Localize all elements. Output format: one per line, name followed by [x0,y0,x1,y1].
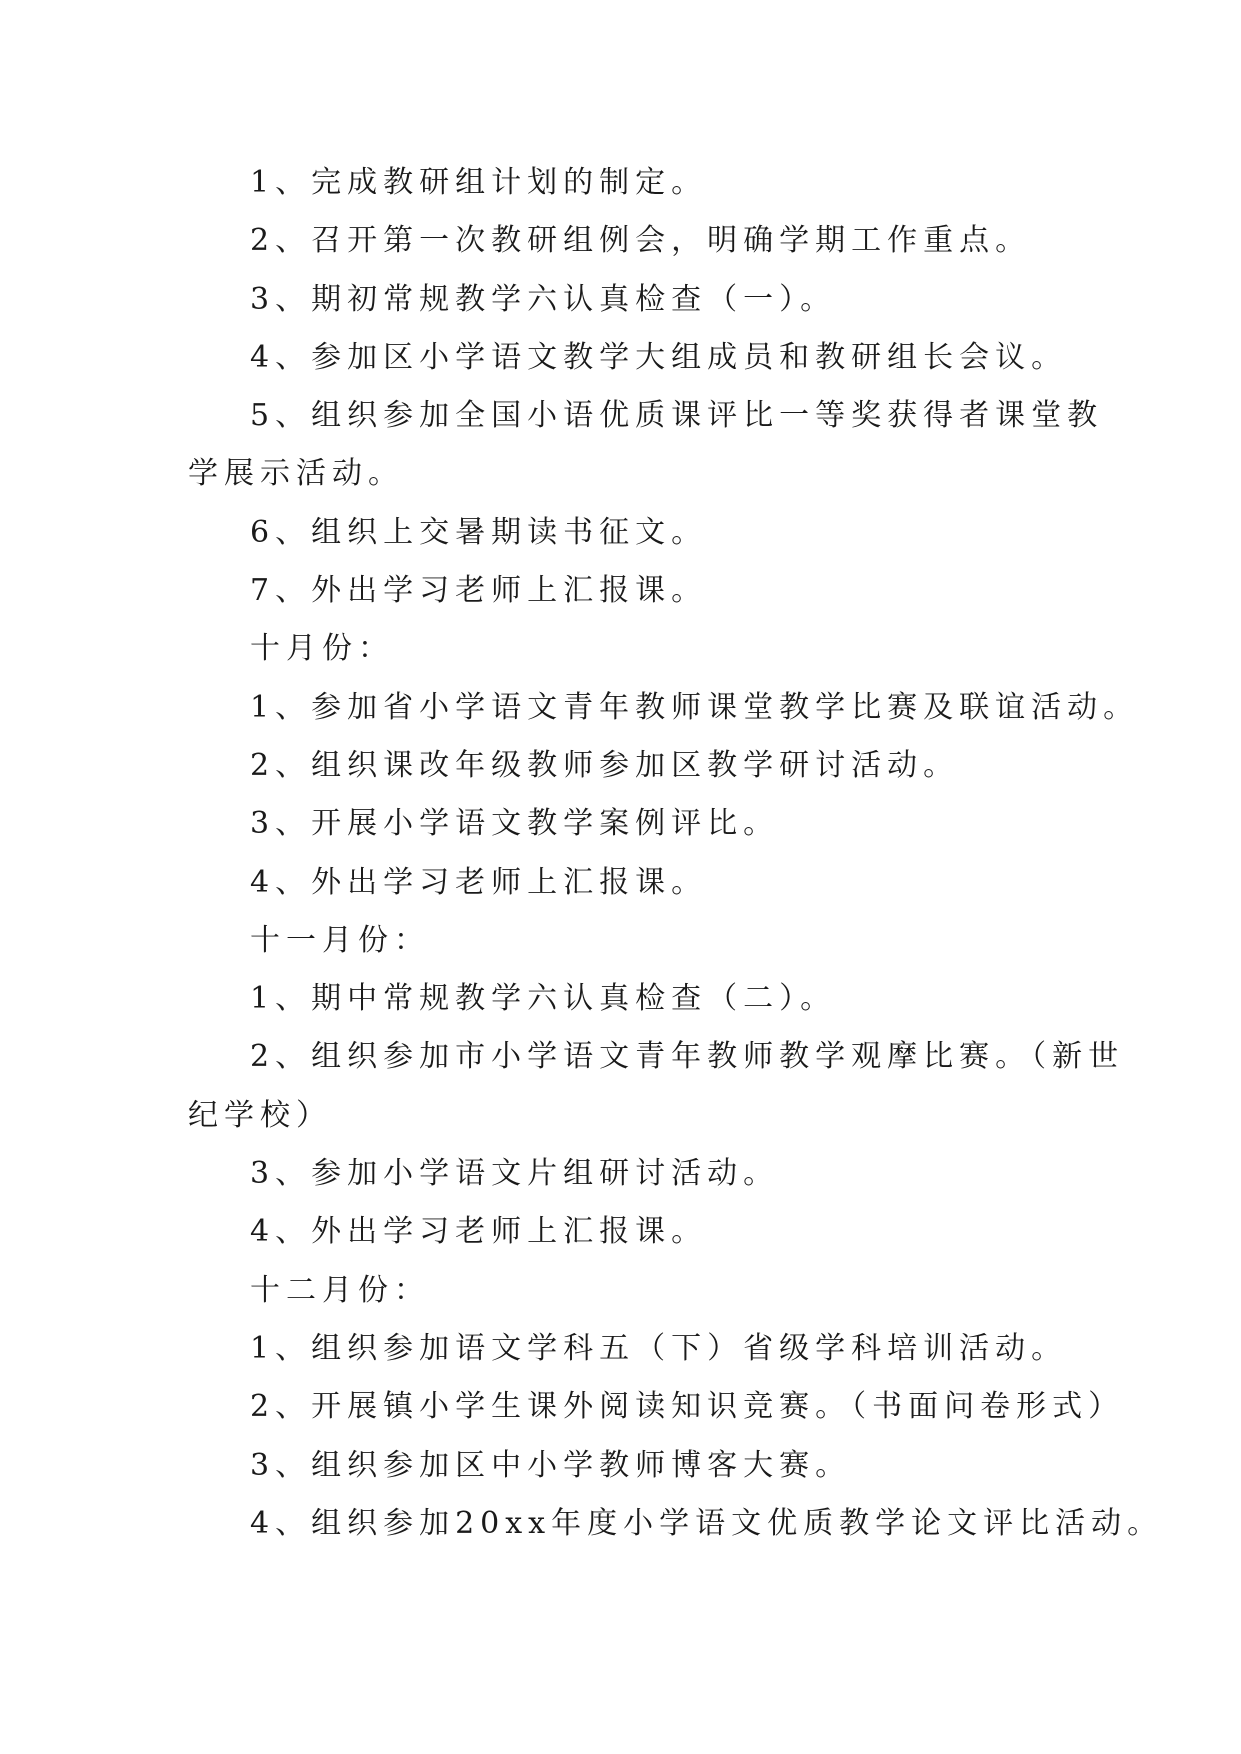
section-heading-december: 十二月份： [250,1272,430,1308]
section-heading-october: 十月份： [250,631,394,667]
list-item: 3、开展小学语文教学案例评比。 [250,806,780,842]
list-item: 4、外出学习老师上汇报课。 [250,864,708,900]
list-item: 4、参加区小学语文教学大组成员和教研组长会议。 [250,339,1068,375]
list-item: 1、期中常规教学六认真检查（二）。 [250,981,837,1017]
list-item: 2、开展镇小学生课外阅读知识竞赛。（书面问卷形式） [250,1389,1125,1425]
list-item: 3、期初常规教学六认真检查（一）。 [250,281,837,317]
list-item: 6、组织上交暑期读书征文。 [250,514,708,550]
list-item: 7、外出学习老师上汇报课。 [250,573,708,609]
list-item-continuation: 纪学校） [188,1097,332,1133]
list-item: 1、组织参加语文学科五（下）省级学科培训活动。 [250,1330,1068,1366]
list-item: 1、完成教研组计划的制定。 [250,165,708,200]
list-item: 4、组织参加20xx年度小学语文优质教学论文评比活动。 [250,1505,1164,1541]
list-item-continuation: 学展示活动。 [188,456,404,492]
list-item: 5、组织参加全国小语优质课评比一等奖获得者课堂教 [250,398,1104,434]
list-item: 2、召开第一次教研组例会，明确学期工作重点。 [250,223,1032,259]
list-item: 1、参加省小学语文青年教师课堂教学比赛及联谊活动。 [250,689,1140,725]
list-item: 4、外出学习老师上汇报课。 [250,1214,708,1250]
section-heading-november: 十一月份： [250,922,430,958]
list-item: 3、参加小学语文片组研讨活动。 [250,1156,780,1192]
list-item: 3、组织参加区中小学教师博客大赛。 [250,1447,852,1483]
document-body [188,154,1164,1553]
list-item: 2、组织课改年级教师参加区教学研讨活动。 [250,747,960,783]
list-item: 2、组织参加市小学语文青年教师教学观摩比赛。（新世 [250,1039,1125,1075]
